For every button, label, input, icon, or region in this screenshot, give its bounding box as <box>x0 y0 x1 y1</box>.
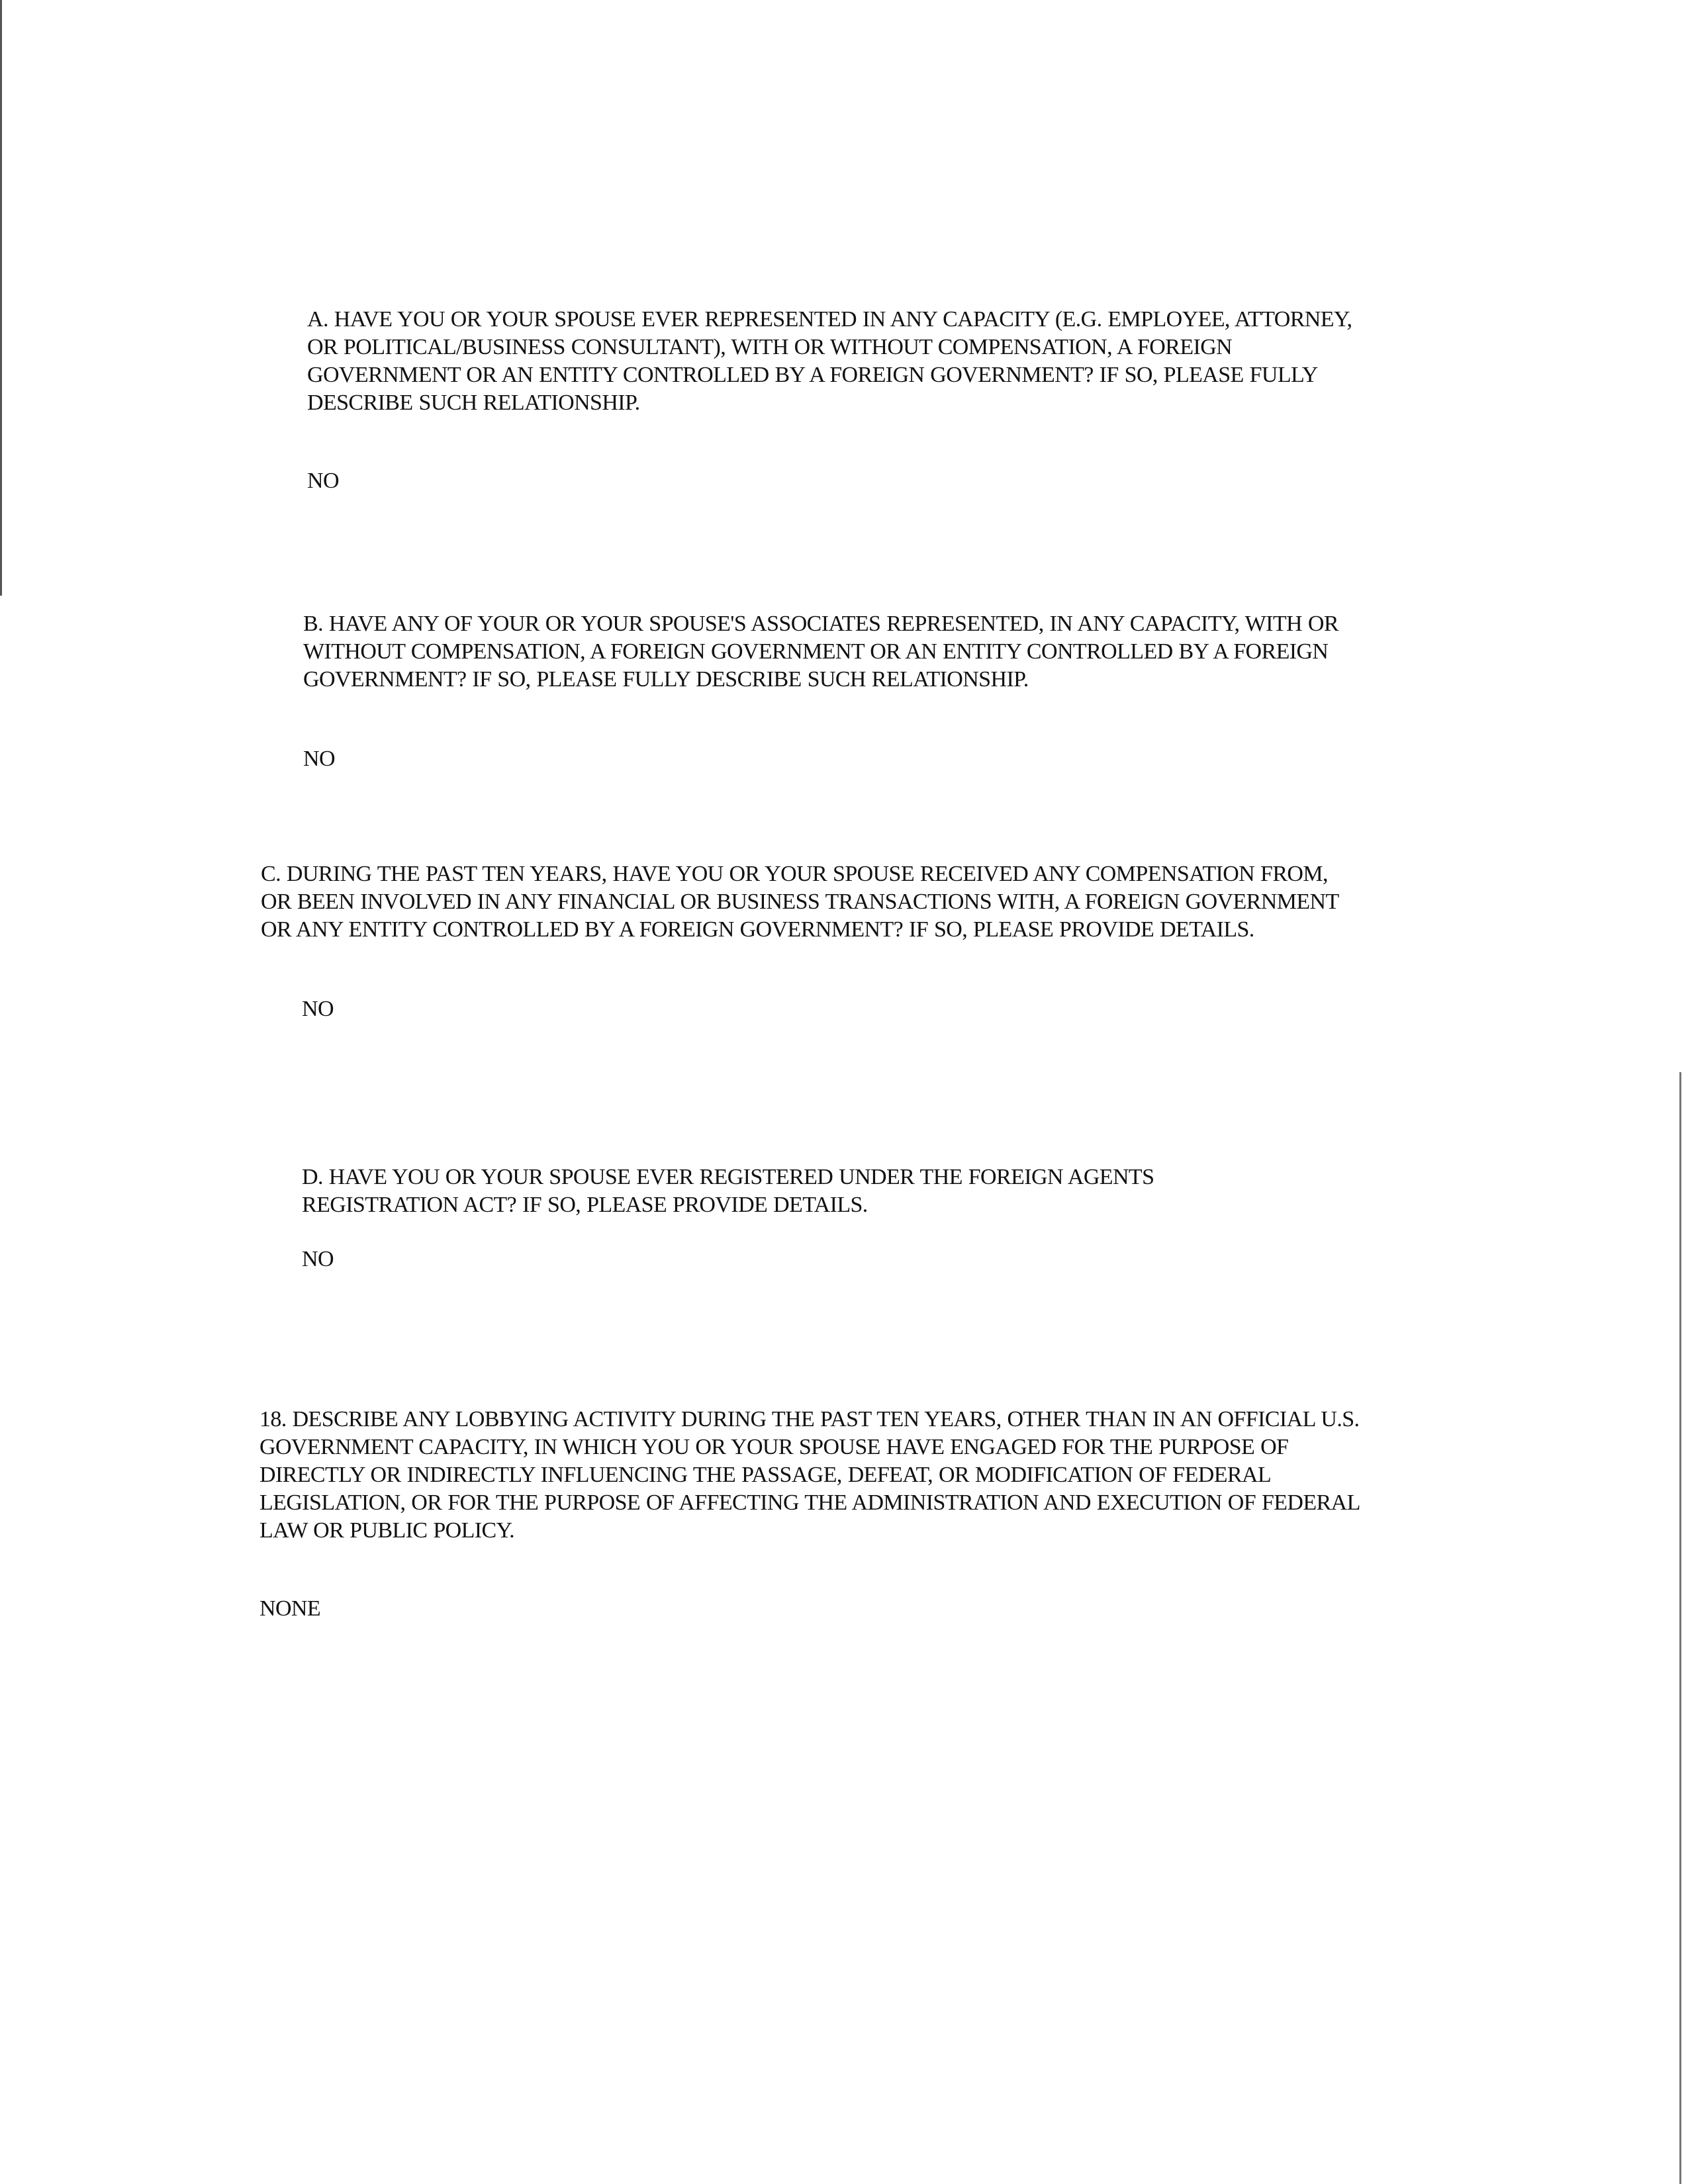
question-c: C. DURING THE PAST TEN YEARS, HAVE YOU OR YOUR SPOUSE RECEIVED ANY COMPENSATION FROM, OR BEEN INVOLVED IN ANY FINANCIAL OR BUSINESS TRANSACTIONS WITH, A FOREIGN GOVERNMENT OR ANY ENTITY CONTROLLED BY A FOREIGN GOVERNMENT? IF SO, PLEASE PROVIDE DETAILS. <box>261 862 1339 942</box>
question-d: D. HAVE YOU OR YOUR SPOUSE EVER REGISTERED UNDER THE FOREIGN AGENTS REGISTRATION ACT? IF SO, PLEASE PROVIDE DETAILS. <box>302 1165 1154 1217</box>
answer-a: NO <box>307 469 339 493</box>
answer-d: NO <box>302 1247 334 1271</box>
question-18: 18. DESCRIBE ANY LOBBYING ACTIVITY DURING THE PAST TEN YEARS, OTHER THAN IN AN OFFICIAL U.S. GOVERNMENT CAPACITY, IN WHICH YOU OR YOUR SPOUSE HAVE ENGAGED FOR THE PURPOSE OF DIRECTLY OR INDIRECTLY INFLUENCING THE PASSAGE, DEFEAT, OR MODIFICATION OF FEDERAL LEGISLATION, OR FOR THE PURPOSE OF AFFECTING THE ADMINISTRATION AND EXECUTION OF FEDERAL LAW OR PUBLIC POLICY. <box>259 1407 1360 1543</box>
question-a: A. HAVE YOU OR YOUR SPOUSE EVER REPRESENTED IN ANY CAPACITY (E.G. EMPLOYEE, ATTORNEY, OR POLITICAL/BUSINESS CONSULTANT), WITH OR WITHOUT COMPENSATION, A FOREIGN GOVERNMENT OR AN ENTITY CONTROLLED BY A FOREIGN GOVERNMENT? IF SO, PLEASE FULLY DESCRIBE SUCH RELATIONSHIP. <box>307 307 1352 415</box>
scan-edge-right <box>1679 1072 1681 2184</box>
scan-edge-left <box>0 0 2 596</box>
answer-18: NONE <box>259 1596 321 1621</box>
answer-b: NO <box>303 747 335 771</box>
question-b: B. HAVE ANY OF YOUR OR YOUR SPOUSE'S ASSOCIATES REPRESENTED, IN ANY CAPACITY, WITH OR WITHOUT COMPENSATION, A FOREIGN GOVERNMENT OR AN ENTITY CONTROLLED BY A FOREIGN GOVERNMENT? IF SO, PLEASE FULLY DESCRIBE SUCH RELATIONSHIP. <box>303 612 1338 692</box>
answer-c: NO <box>302 997 334 1021</box>
